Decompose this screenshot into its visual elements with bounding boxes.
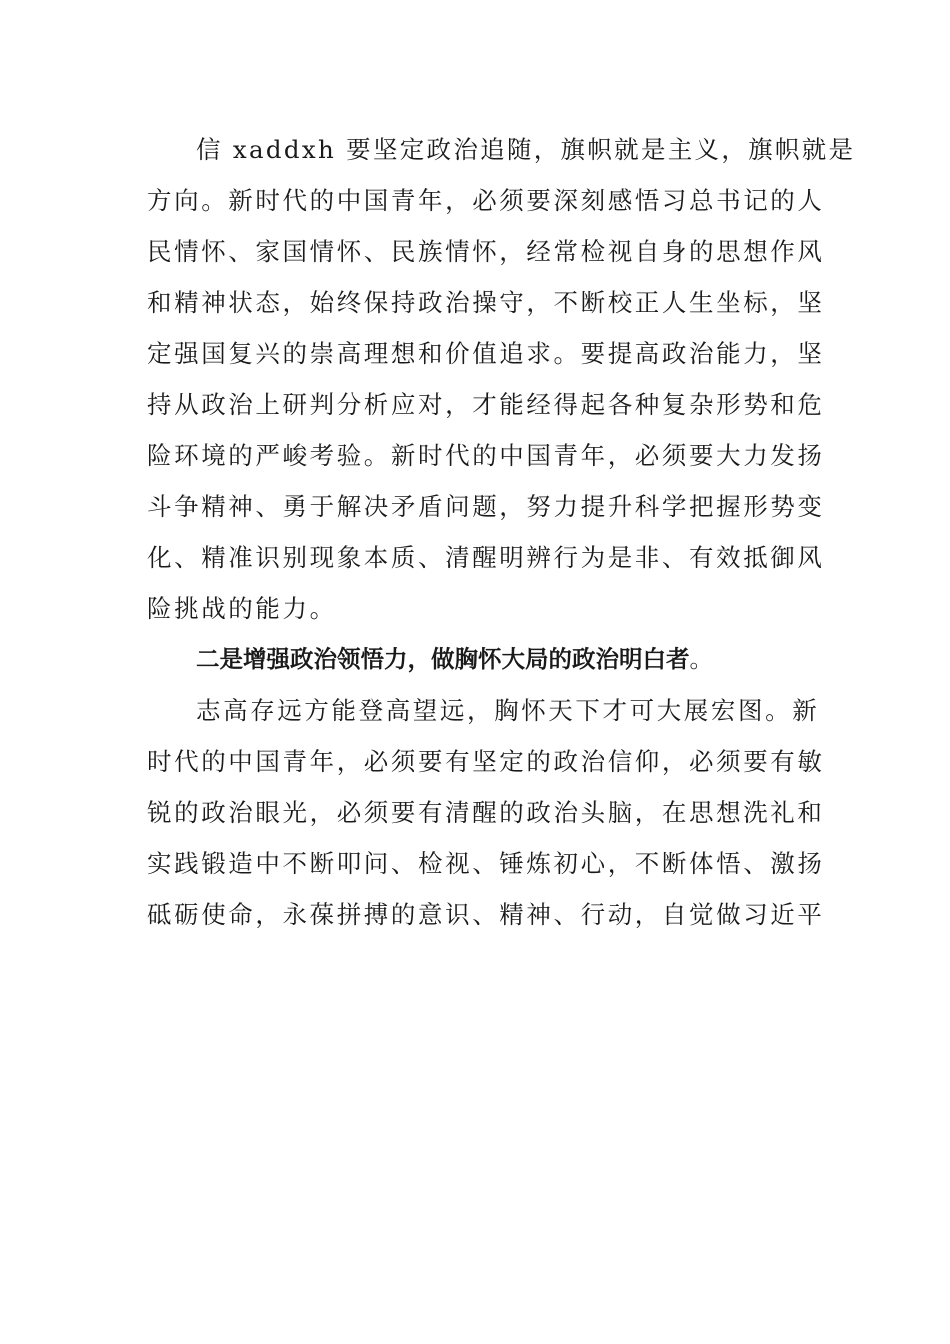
paragraph-line: 和精神状态，始终保持政治操守，不断校正人生坐标，坚 [147,288,825,317]
paragraph-line: 民情怀、家国情怀、民族情怀，经常检视自身的思想作风 [147,237,825,266]
paragraph-line: 持从政治上研判分析应对，才能经得起各种复杂形势和危 [147,390,825,419]
paragraph-line: 锐的政治眼光，必须要有清醒的政治头脑，在思想洗礼和 [147,798,825,827]
paragraph-political-insight [147,685,825,940]
paragraph-political-following [147,124,856,634]
paragraph-line: 实践锻造中不断叩问、检视、锤炼初心，不断体悟、激扬 [147,849,825,878]
paragraph-line: 斗争精神、勇于解决矛盾问题，努力提升科学把握形势变 [147,492,825,521]
paragraph-line: 化、精准识别现象本质、清醒明辨行为是非、有效抵御风 [147,543,825,572]
paragraph-line: 时代的中国青年，必须要有坚定的政治信仰，必须要有敏 [147,747,825,776]
paragraph-line: 志高存远方能登高望远，胸怀天下才可大展宏图。新 [196,696,820,725]
paragraph-line: 险环境的严峻考验。新时代的中国青年，必须要大力发扬 [147,441,825,470]
paragraph-line: 方向。新时代的中国青年，必须要深刻感悟习总书记的人 [147,186,825,215]
document-body [147,124,856,940]
paragraph-line: 定强国复兴的崇高理想和价值追求。要提高政治能力，坚 [147,339,825,368]
section-heading [147,634,807,685]
section-heading-text: 二是增强政治领悟力，做胸怀大局的政治明白者 [196,645,690,673]
paragraph-line: 砥砺使命，永葆拼搏的意识、精神、行动，自觉做习近平 [147,900,825,929]
section-heading-period: 。 [689,645,713,673]
paragraph-line: 险挑战的能力。 [147,594,337,623]
paragraph-line: 信 xaddxh 要坚定政治追随，旗帜就是主义，旗帜就是 [196,135,856,164]
